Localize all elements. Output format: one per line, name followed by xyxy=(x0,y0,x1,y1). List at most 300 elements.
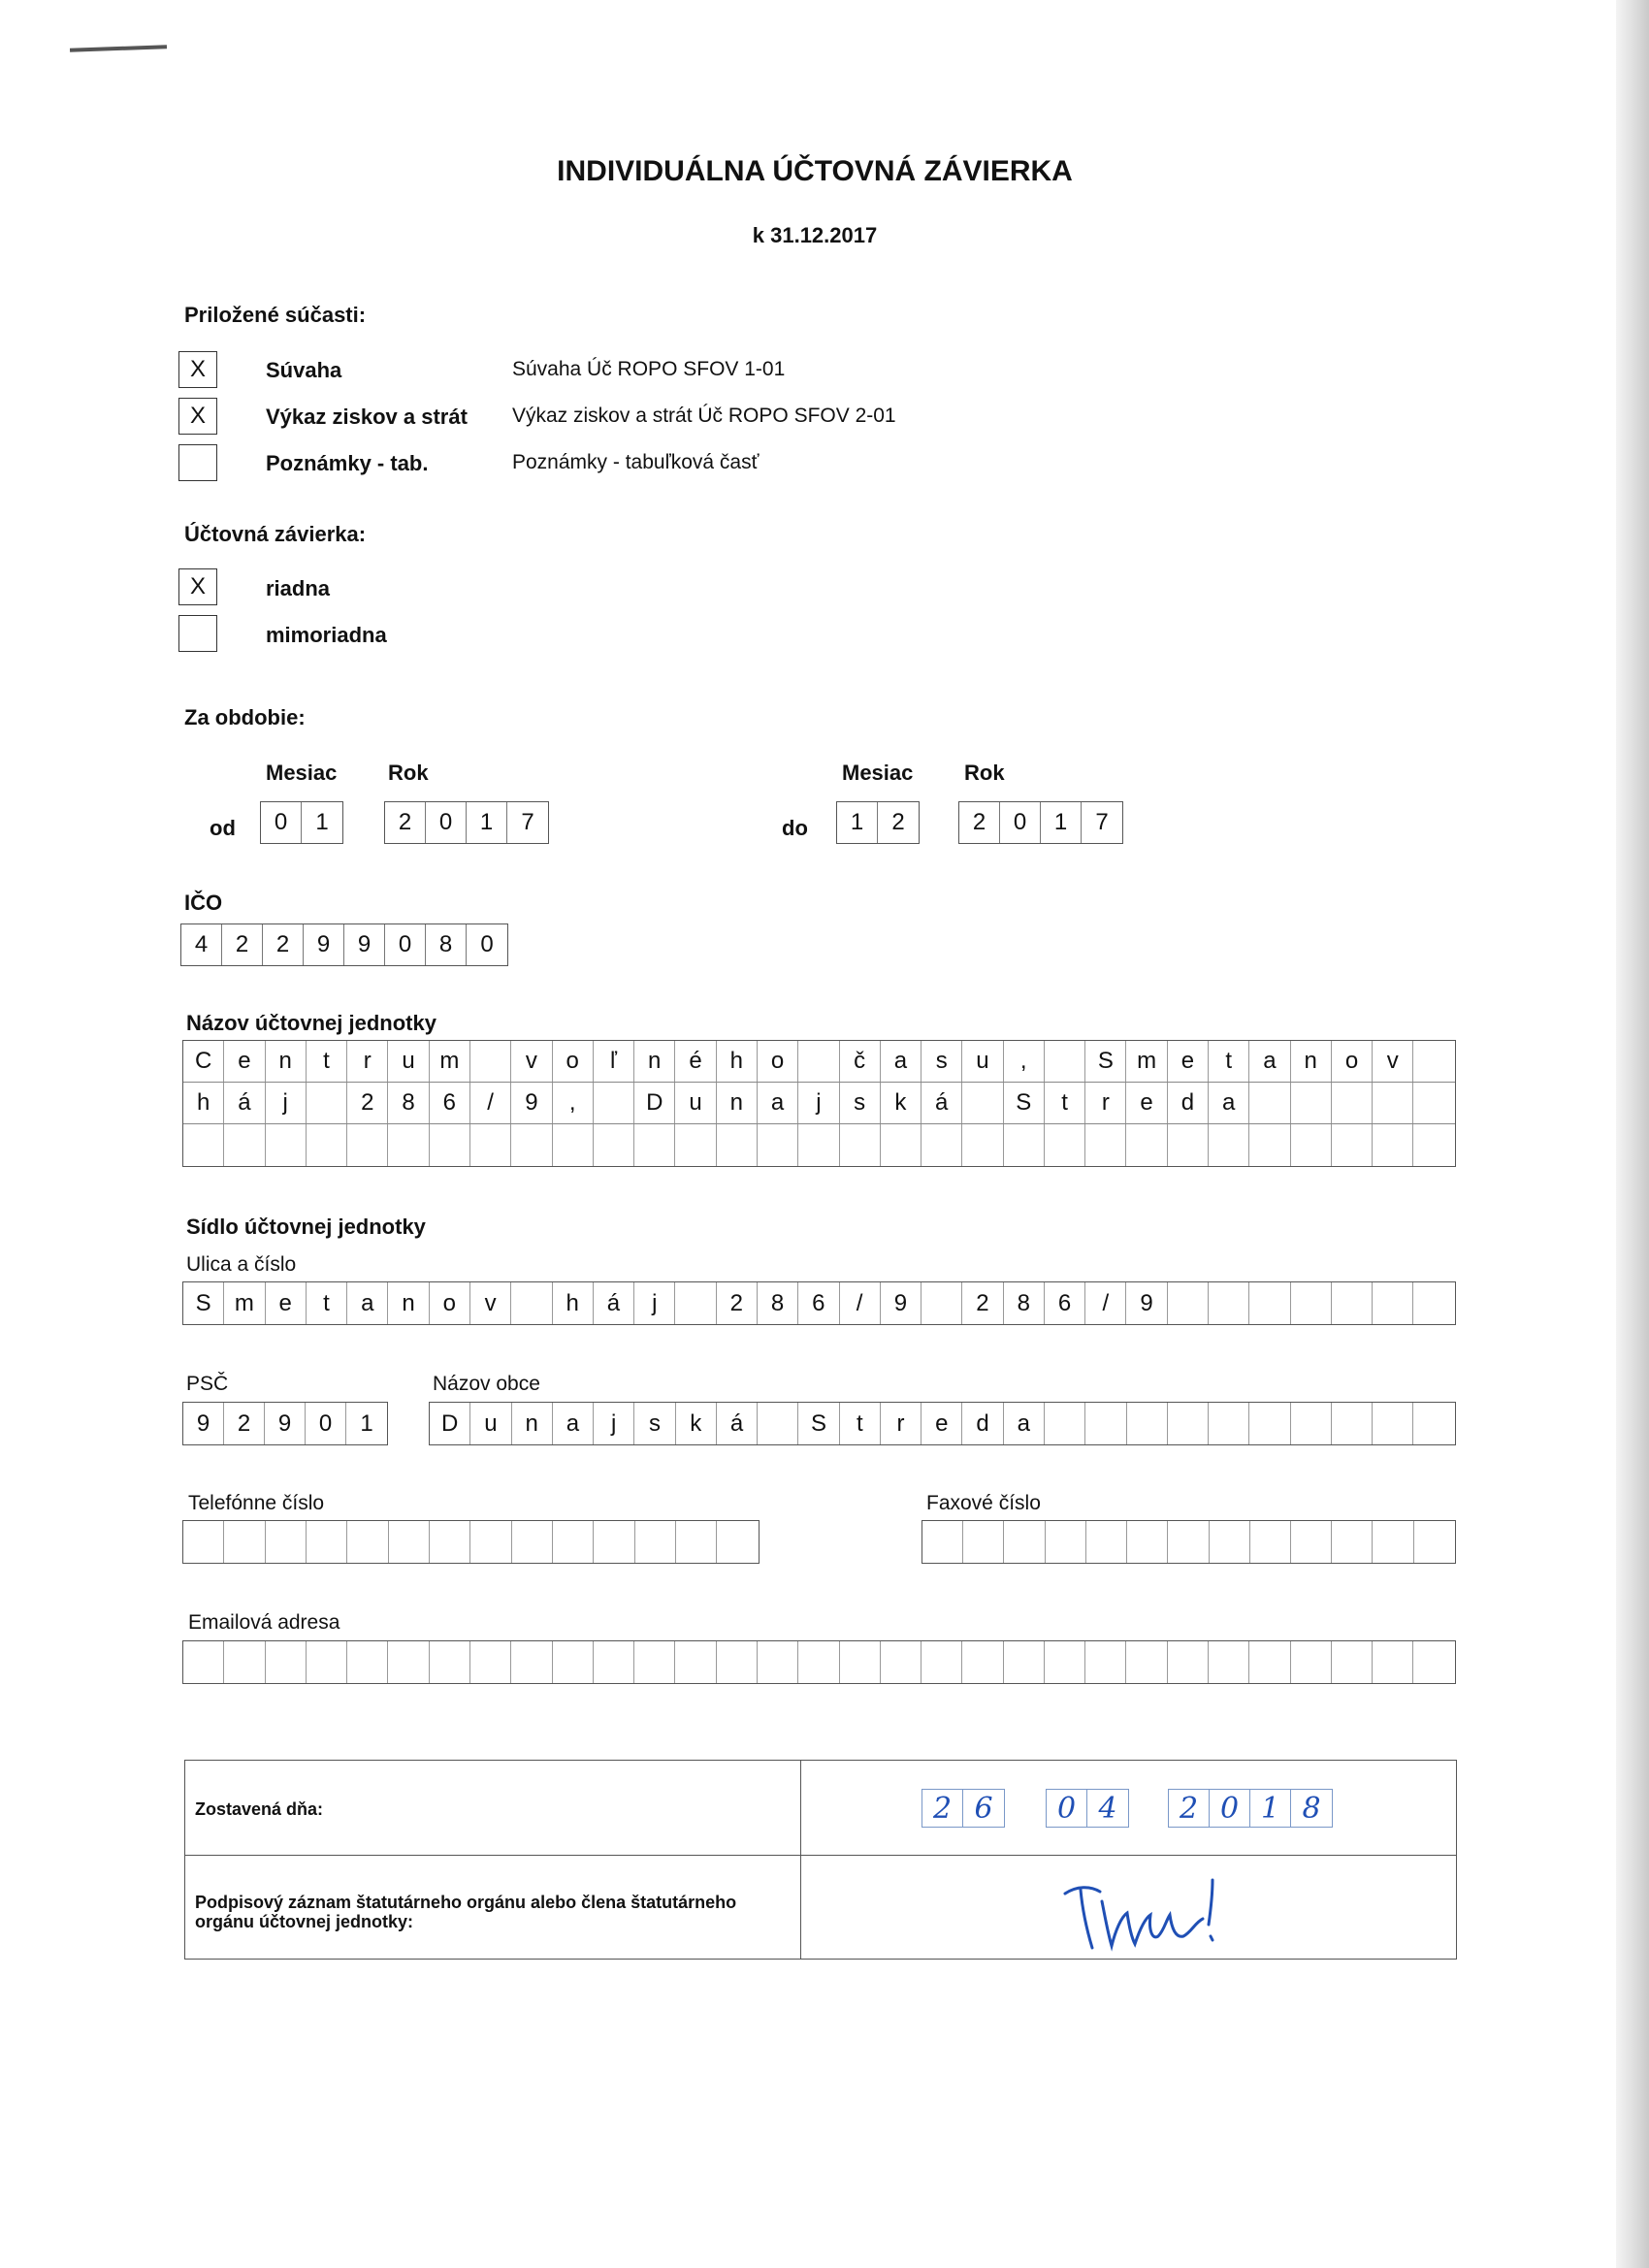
from-year-digit: 1 xyxy=(467,802,507,843)
char-cell xyxy=(1291,1403,1332,1444)
char-cell xyxy=(307,1083,347,1123)
char-cell xyxy=(758,1124,798,1166)
char-cell: o xyxy=(1332,1041,1373,1082)
char-cell: h xyxy=(553,1282,594,1324)
ico-digit: 4 xyxy=(181,924,222,965)
char-cell xyxy=(1085,1641,1126,1683)
entity-name-grid[interactable] xyxy=(182,1040,1456,1167)
desc-poznamky: Poznámky - tabuľková časť xyxy=(512,451,760,473)
char-cell: e xyxy=(224,1041,265,1082)
psc-label: PSČ xyxy=(186,1373,229,1395)
psc-field[interactable] xyxy=(182,1402,388,1445)
ico-digit: 0 xyxy=(385,924,426,965)
char-cell: a xyxy=(347,1282,388,1324)
char-cell xyxy=(1291,1641,1332,1683)
char-cell xyxy=(1209,1641,1249,1683)
period-heading: Za obdobie: xyxy=(184,705,306,729)
char-cell: 2 xyxy=(224,1403,265,1444)
char-cell: t xyxy=(1209,1041,1249,1082)
handwritten-digit: 2 xyxy=(922,1790,963,1827)
from-label: od xyxy=(210,816,236,840)
char-cell: h xyxy=(717,1041,758,1082)
char-cell xyxy=(1291,1521,1332,1563)
char-cell xyxy=(553,1124,594,1166)
city-field[interactable] xyxy=(429,1402,1456,1445)
char-cell xyxy=(1413,1083,1454,1123)
to-year-digit: 7 xyxy=(1095,809,1109,835)
char-cell: e xyxy=(1126,1083,1167,1123)
char-cell xyxy=(553,1521,594,1563)
char-cell: / xyxy=(840,1282,881,1324)
compiled-year-field[interactable] xyxy=(1168,1789,1333,1828)
char-cell xyxy=(1004,1641,1045,1683)
char-cell xyxy=(963,1521,1004,1563)
char-cell: n xyxy=(634,1041,675,1082)
char-cell: á xyxy=(224,1083,265,1123)
to-year-digit: 1 xyxy=(1041,802,1082,843)
char-cell xyxy=(881,1124,922,1166)
char-cell xyxy=(1332,1282,1373,1324)
char-cell xyxy=(962,1083,1003,1123)
char-cell xyxy=(307,1124,347,1166)
char-cell xyxy=(183,1521,224,1563)
char-cell xyxy=(347,1124,388,1166)
cell-row xyxy=(183,1641,1455,1683)
ico-digit: 2 xyxy=(263,924,304,965)
char-cell: j xyxy=(798,1083,839,1123)
to-year-digit: 0 xyxy=(1000,802,1041,843)
char-cell: C xyxy=(183,1041,224,1082)
char-cell xyxy=(347,1641,388,1683)
desc-vykaz: Výkaz ziskov a strát Úč ROPO SFOV 2-01 xyxy=(512,405,896,427)
char-cell: S xyxy=(1085,1041,1126,1082)
char-cell xyxy=(470,1521,511,1563)
char-cell: o xyxy=(430,1282,470,1324)
char-cell: á xyxy=(922,1083,962,1123)
char-cell: t xyxy=(840,1403,881,1444)
char-cell xyxy=(798,1041,839,1082)
char-cell xyxy=(675,1282,716,1324)
char-cell: 6 xyxy=(798,1282,839,1324)
char-cell xyxy=(511,1124,552,1166)
checkbox-riadna[interactable]: X xyxy=(178,568,217,605)
char-cell: 6 xyxy=(1045,1282,1085,1324)
char-cell: o xyxy=(553,1041,594,1082)
char-cell: 8 xyxy=(1004,1282,1045,1324)
from-year-digit: 2 xyxy=(385,802,426,843)
char-cell: s xyxy=(922,1041,962,1082)
char-cell: o xyxy=(758,1041,798,1082)
char-cell xyxy=(717,1641,758,1683)
char-cell xyxy=(266,1641,307,1683)
char-cell: r xyxy=(347,1041,388,1082)
char-cell: d xyxy=(1168,1083,1209,1123)
char-cell: u xyxy=(675,1083,716,1123)
char-cell: á xyxy=(717,1403,758,1444)
char-cell xyxy=(511,1641,552,1683)
char-cell xyxy=(1168,1521,1209,1563)
char-cell: m xyxy=(224,1282,265,1324)
char-cell xyxy=(798,1124,839,1166)
char-cell xyxy=(1249,1641,1290,1683)
char-cell: 6 xyxy=(430,1083,470,1123)
char-cell xyxy=(307,1521,347,1563)
char-cell: 2 xyxy=(717,1282,758,1324)
char-cell xyxy=(470,1124,511,1166)
char-cell xyxy=(1209,1403,1249,1444)
char-cell xyxy=(798,1641,839,1683)
char-cell xyxy=(1126,1641,1167,1683)
table-divider xyxy=(800,1761,801,1959)
cell-row xyxy=(183,1041,1455,1083)
char-cell: m xyxy=(1126,1041,1167,1082)
char-cell xyxy=(388,1124,429,1166)
checkbox-mimoriadna[interactable] xyxy=(178,615,217,652)
char-cell xyxy=(922,1641,962,1683)
char-cell: 9 xyxy=(1126,1282,1167,1324)
char-cell: k xyxy=(881,1083,922,1123)
char-cell xyxy=(1168,1282,1209,1324)
cell-row xyxy=(183,1282,1455,1324)
char-cell xyxy=(1045,1641,1085,1683)
char-cell xyxy=(1413,1282,1454,1324)
char-cell xyxy=(1127,1521,1168,1563)
from-year-field[interactable] xyxy=(384,801,549,844)
document-date: k 31.12.2017 xyxy=(752,223,878,247)
char-cell xyxy=(1373,1282,1413,1324)
handwritten-digit: 6 xyxy=(974,1791,993,1826)
char-cell: 9 xyxy=(183,1403,224,1444)
handwritten-digit: 2 xyxy=(1169,1790,1210,1827)
char-cell xyxy=(389,1521,430,1563)
fax-label: Faxové číslo xyxy=(926,1492,1041,1514)
char-cell: r xyxy=(881,1403,922,1444)
char-cell: n xyxy=(717,1083,758,1123)
char-cell xyxy=(1291,1282,1332,1324)
handwritten-digit: 4 xyxy=(1098,1791,1117,1826)
char-cell xyxy=(183,1124,224,1166)
char-cell xyxy=(881,1641,922,1683)
checkbox-suvaha[interactable]: X xyxy=(178,351,217,388)
char-cell: t xyxy=(307,1041,347,1082)
from-year-digit: 7 xyxy=(521,809,534,835)
compiled-label: Zostavená dňa: xyxy=(195,1799,324,1819)
to-month-digit: 1 xyxy=(837,802,878,843)
char-cell xyxy=(1249,1083,1290,1123)
char-cell: s xyxy=(840,1083,881,1123)
ico-field[interactable] xyxy=(180,923,508,966)
char-cell xyxy=(1168,1641,1209,1683)
street-field[interactable] xyxy=(182,1281,1456,1325)
char-cell: t xyxy=(307,1282,347,1324)
char-cell xyxy=(470,1641,511,1683)
from-year-label: Rok xyxy=(388,761,429,785)
char-cell: j xyxy=(594,1403,634,1444)
char-cell xyxy=(1413,1124,1454,1166)
char-cell xyxy=(1209,1124,1249,1166)
char-cell: v xyxy=(1373,1041,1413,1082)
char-cell xyxy=(430,1641,470,1683)
char-cell xyxy=(594,1521,634,1563)
char-cell xyxy=(1209,1282,1249,1324)
char-cell xyxy=(224,1521,265,1563)
char-cell: S xyxy=(183,1282,224,1324)
char-cell: D xyxy=(430,1403,470,1444)
char-cell: d xyxy=(962,1403,1003,1444)
char-cell: m xyxy=(430,1041,470,1082)
address-label: Sídlo účtovnej jednotky xyxy=(186,1215,426,1239)
char-cell: u xyxy=(962,1041,1003,1082)
from-month-field[interactable] xyxy=(260,801,343,844)
char-cell xyxy=(1291,1083,1332,1123)
char-cell: a xyxy=(1004,1403,1045,1444)
char-cell xyxy=(266,1124,307,1166)
ico-label: IČO xyxy=(184,891,223,915)
ico-digit: 0 xyxy=(480,931,494,957)
email-field[interactable] xyxy=(182,1640,1456,1684)
char-cell: a xyxy=(881,1041,922,1082)
char-cell: e xyxy=(922,1403,962,1444)
ico-digit: 8 xyxy=(426,924,467,965)
char-cell: 8 xyxy=(758,1282,798,1324)
char-cell xyxy=(224,1641,265,1683)
char-cell xyxy=(430,1521,470,1563)
char-cell: ľ xyxy=(594,1041,634,1082)
char-cell: t xyxy=(1045,1083,1085,1123)
char-cell xyxy=(1332,1403,1373,1444)
char-cell xyxy=(1373,1083,1413,1123)
char-cell xyxy=(1413,1403,1454,1444)
char-cell: / xyxy=(1085,1282,1126,1324)
checkbox-vykaz[interactable]: X xyxy=(178,398,217,435)
char-cell xyxy=(1413,1641,1454,1683)
pen-stroke-mark xyxy=(70,45,167,51)
cell-row xyxy=(183,1403,387,1444)
char-cell: r xyxy=(1085,1083,1126,1123)
char-cell: n xyxy=(512,1403,553,1444)
char-cell: 0 xyxy=(306,1403,346,1444)
closing-heading: Účtovná závierka: xyxy=(184,522,367,546)
city-label: Názov obce xyxy=(433,1373,540,1395)
label-poznamky: Poznámky - tab. xyxy=(266,451,429,475)
handwritten-digit: 8 xyxy=(1302,1791,1321,1826)
char-cell xyxy=(634,1641,675,1683)
char-cell xyxy=(1085,1124,1126,1166)
char-cell xyxy=(1332,1124,1373,1166)
char-cell xyxy=(1332,1641,1373,1683)
label-mimoriadna: mimoriadna xyxy=(266,623,387,647)
char-cell: D xyxy=(634,1083,675,1123)
char-cell: a xyxy=(553,1403,594,1444)
char-cell: 1 xyxy=(360,1409,373,1437)
char-cell xyxy=(1126,1124,1167,1166)
char-cell xyxy=(594,1641,634,1683)
char-cell: u xyxy=(388,1041,429,1082)
from-month-label: Mesiac xyxy=(266,761,338,785)
char-cell xyxy=(1332,1521,1373,1563)
char-cell xyxy=(1413,1041,1454,1082)
to-year-field[interactable] xyxy=(958,801,1123,844)
ico-digit: 9 xyxy=(344,924,385,965)
to-year-label: Rok xyxy=(964,761,1005,785)
char-cell xyxy=(1046,1521,1086,1563)
char-cell: a xyxy=(758,1083,798,1123)
char-cell: v xyxy=(511,1041,552,1082)
char-cell: / xyxy=(470,1083,511,1123)
char-cell: 2 xyxy=(347,1083,388,1123)
char-cell: á xyxy=(594,1282,634,1324)
char-cell: , xyxy=(1004,1041,1045,1082)
char-cell: e xyxy=(1168,1041,1209,1082)
cell-row xyxy=(922,1521,1455,1563)
cell-row xyxy=(183,1521,759,1563)
char-cell xyxy=(1249,1403,1290,1444)
cell-row xyxy=(430,1403,1455,1444)
char-cell xyxy=(307,1641,347,1683)
char-cell: č xyxy=(840,1041,881,1082)
char-cell xyxy=(634,1124,675,1166)
entity-name-label: Názov účtovnej jednotky xyxy=(186,1011,436,1035)
char-cell: S xyxy=(798,1403,839,1444)
char-cell xyxy=(1127,1403,1168,1444)
label-suvaha: Súvaha xyxy=(266,358,342,382)
to-label: do xyxy=(782,816,808,840)
char-cell: 2 xyxy=(962,1282,1003,1324)
from-year-digit: 0 xyxy=(426,802,467,843)
char-cell: 9 xyxy=(511,1083,552,1123)
char-cell: e xyxy=(266,1282,307,1324)
char-cell xyxy=(1250,1521,1291,1563)
char-cell xyxy=(388,1641,429,1683)
desc-suvaha: Súvaha Úč ROPO SFOV 1-01 xyxy=(512,358,786,380)
from-month-digit: 1 xyxy=(315,809,329,835)
char-cell: k xyxy=(676,1403,717,1444)
char-cell xyxy=(1168,1124,1209,1166)
char-cell xyxy=(922,1282,962,1324)
to-month-label: Mesiac xyxy=(842,761,914,785)
char-cell xyxy=(430,1124,470,1166)
table-divider xyxy=(185,1855,1456,1856)
char-cell xyxy=(1004,1521,1045,1563)
char-cell xyxy=(1004,1124,1045,1166)
char-cell xyxy=(224,1124,265,1166)
char-cell xyxy=(512,1521,553,1563)
char-cell xyxy=(717,1124,758,1166)
char-cell: u xyxy=(470,1403,511,1444)
char-cell xyxy=(840,1641,881,1683)
char-cell xyxy=(266,1521,307,1563)
char-cell: 8 xyxy=(388,1083,429,1123)
char-cell: j xyxy=(634,1282,675,1324)
char-cell: j xyxy=(266,1083,307,1123)
char-cell: a xyxy=(1249,1041,1290,1082)
char-cell: 9 xyxy=(265,1403,306,1444)
attached-heading: Priložené súčasti: xyxy=(184,303,367,327)
to-year-digit: 2 xyxy=(959,802,1000,843)
char-cell xyxy=(758,1403,798,1444)
char-cell xyxy=(1373,1403,1413,1444)
char-cell xyxy=(1373,1521,1413,1563)
char-cell xyxy=(676,1521,717,1563)
char-cell xyxy=(840,1124,881,1166)
char-cell xyxy=(183,1641,224,1683)
compiled-month-field[interactable] xyxy=(1046,1789,1129,1828)
handwritten-digit: 1 xyxy=(1250,1790,1291,1827)
phone-field[interactable] xyxy=(182,1520,760,1564)
from-month-digit: 0 xyxy=(261,802,302,843)
char-cell xyxy=(347,1521,388,1563)
char-cell xyxy=(675,1124,716,1166)
label-vykaz: Výkaz ziskov a strát xyxy=(266,405,468,429)
char-cell xyxy=(1291,1124,1332,1166)
char-cell xyxy=(1086,1521,1127,1563)
email-label: Emailová adresa xyxy=(188,1611,340,1634)
char-cell xyxy=(1085,1403,1126,1444)
signature-label: Podpisový záznam štatutárneho orgánu alebo člena štatutárneho orgánu účtovnej jednotky: xyxy=(195,1893,737,1931)
char-cell: v xyxy=(470,1282,511,1324)
char-cell: é xyxy=(675,1041,716,1082)
char-cell: 9 xyxy=(881,1282,922,1324)
char-cell xyxy=(962,1124,1003,1166)
char-cell xyxy=(470,1041,511,1082)
char-cell: h xyxy=(183,1083,224,1123)
char-cell: s xyxy=(634,1403,675,1444)
char-cell xyxy=(1414,1521,1455,1563)
street-label: Ulica a číslo xyxy=(186,1253,297,1276)
char-cell xyxy=(1249,1124,1290,1166)
document-title: INDIVIDUÁLNA ÚČTOVNÁ ZÁVIERKA xyxy=(557,155,1073,187)
phone-label: Telefónne číslo xyxy=(188,1492,325,1514)
char-cell: S xyxy=(1004,1083,1045,1123)
char-cell xyxy=(962,1641,1003,1683)
char-cell: n xyxy=(388,1282,429,1324)
char-cell xyxy=(594,1124,634,1166)
char-cell xyxy=(635,1521,676,1563)
char-cell: , xyxy=(553,1083,594,1123)
char-cell: n xyxy=(1291,1041,1332,1082)
label-riadna: riadna xyxy=(266,576,331,600)
char-cell xyxy=(1332,1083,1373,1123)
to-month-digit: 2 xyxy=(891,809,905,835)
char-cell xyxy=(511,1282,552,1324)
fax-field[interactable] xyxy=(922,1520,1456,1564)
char-cell: n xyxy=(266,1041,307,1082)
ico-digit: 2 xyxy=(222,924,263,965)
char-cell xyxy=(1373,1124,1413,1166)
handwritten-digit: 0 xyxy=(1210,1790,1250,1827)
char-cell xyxy=(922,1521,963,1563)
cell-row xyxy=(183,1083,1455,1124)
to-month-field[interactable] xyxy=(836,801,920,844)
handwritten-signature xyxy=(1057,1872,1232,1960)
char-cell xyxy=(758,1641,798,1683)
checkbox-poznamky[interactable] xyxy=(178,444,217,481)
char-cell xyxy=(1210,1521,1250,1563)
char-cell xyxy=(1168,1403,1209,1444)
ico-digit: 9 xyxy=(304,924,344,965)
char-cell: a xyxy=(1209,1083,1249,1123)
char-cell xyxy=(922,1124,962,1166)
char-cell xyxy=(717,1521,758,1563)
handwritten-digit: 0 xyxy=(1047,1790,1087,1827)
char-cell xyxy=(1045,1041,1085,1082)
char-cell xyxy=(1373,1641,1413,1683)
char-cell xyxy=(1045,1124,1085,1166)
char-cell xyxy=(594,1083,634,1123)
page-edge-shadow xyxy=(1616,0,1649,2268)
char-cell xyxy=(1045,1403,1085,1444)
compiled-day-field[interactable] xyxy=(922,1789,1005,1828)
